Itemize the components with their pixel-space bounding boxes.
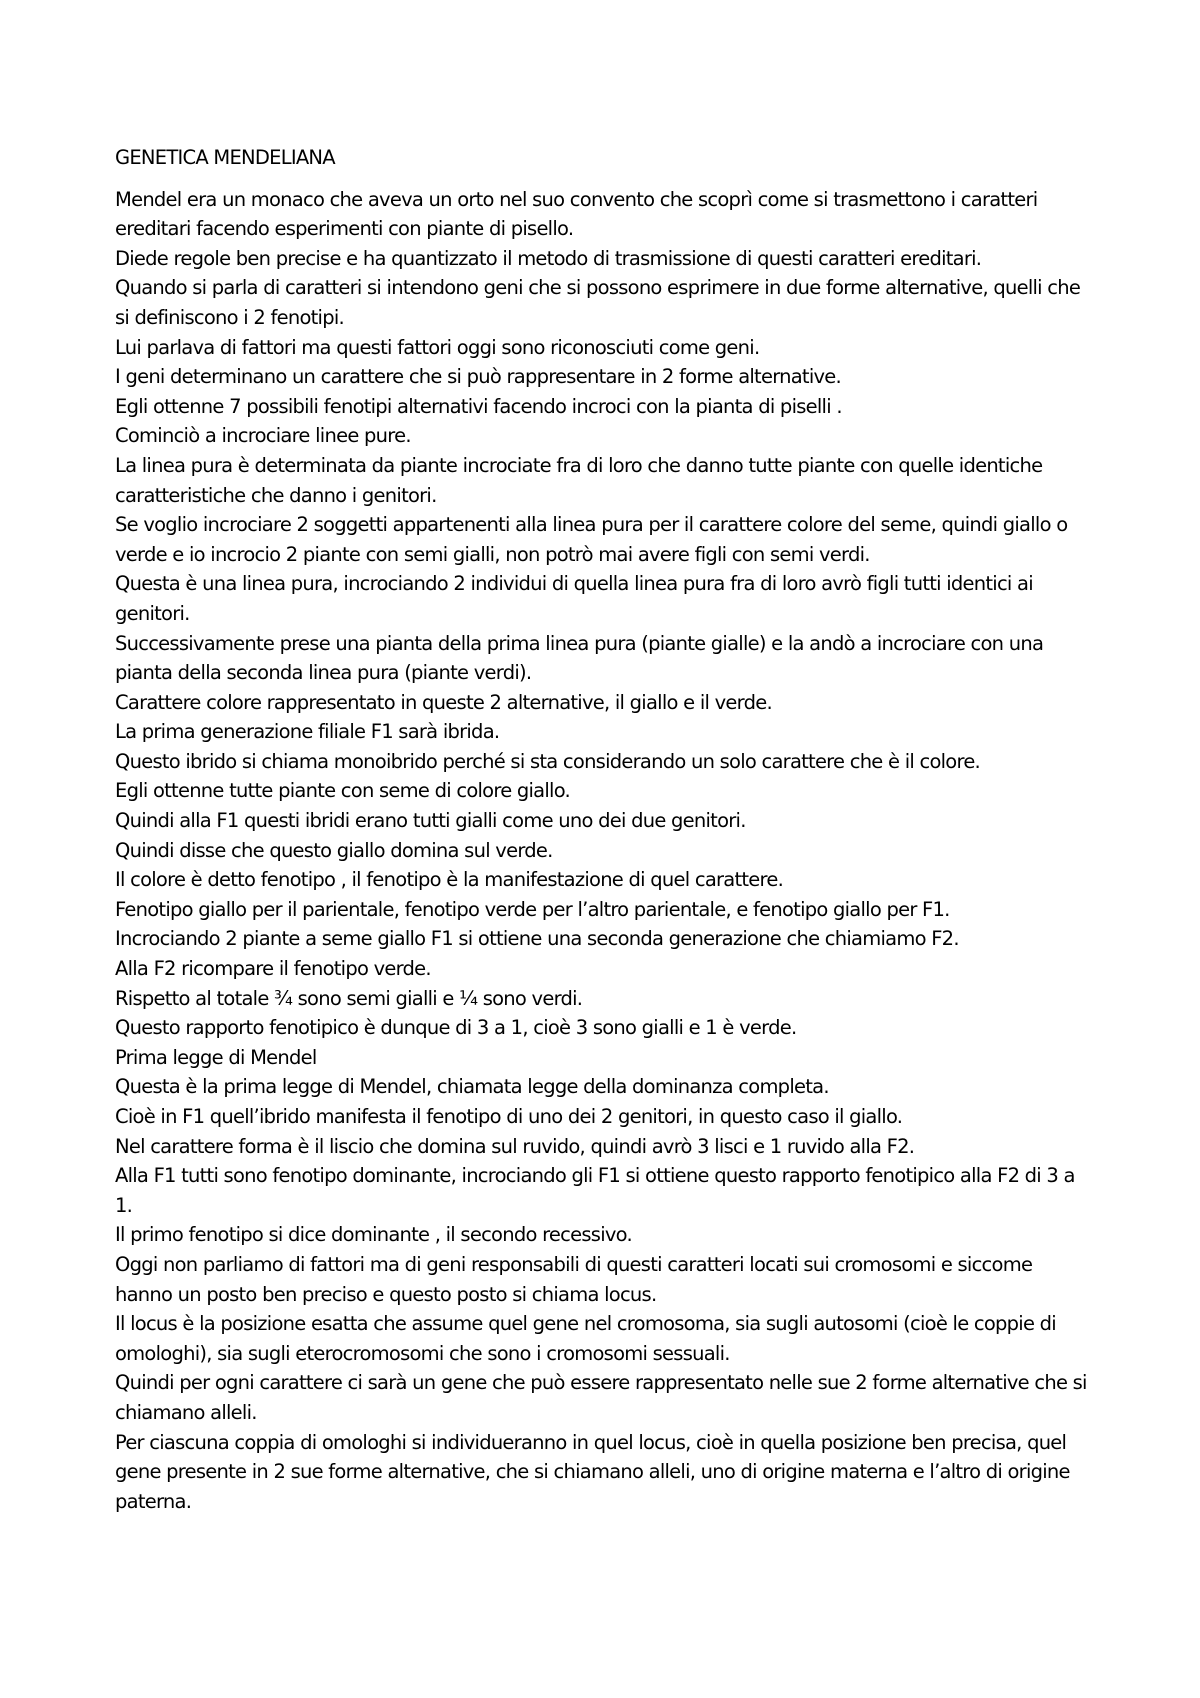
paragraph: Egli ottenne 7 possibili fenotipi alternativi facendo incroci con la pianta di piselli .	[115, 394, 842, 418]
paragraph: Questa è una linea pura, incrociando 2 individui di quella linea pura fra di loro avrò figli tutti identici ai genitori.	[115, 572, 1033, 625]
paragraph: I geni determinano un carattere che si può rappresentare in 2 forme alternative.	[115, 365, 841, 389]
paragraph: Nel carattere forma è il liscio che domina sul ruvido, quindi avrò 3 lisci e 1 ruvido alla F2.	[115, 1134, 915, 1158]
paragraph: Il locus è la posizione esatta che assume quel gene nel cromosoma, sia sugli autosomi (cioè le coppie di omologhi), sia sugli eterocromosomi che sono i cromosomi sessuali.	[115, 1312, 1056, 1365]
paragraph: Incrociando 2 piante a seme giallo F1 si ottiene una seconda generazione che chiamiamo F2.	[115, 927, 959, 951]
paragraph: Per ciascuna coppia di omologhi si individueranno in quel locus, cioè in quella posizione ben precisa, quel gene presente in 2 sue forme alternative, che si chiamano alleli, uno di origine materna e l’altro di origine paterna.	[115, 1430, 1070, 1513]
paragraph: Alla F1 tutti sono fenotipo dominante, incrociando gli F1 si ottiene questo rapporto fenotipico alla F2 di 3 a 1.	[115, 1164, 1075, 1217]
paragraph: Cioè in F1 quell’ibrido manifesta il fenotipo di uno dei 2 genitori, in questo caso il giallo.	[115, 1105, 903, 1128]
paragraph: Oggi non parliamo di fattori ma di geni responsabili di questi caratteri locati sui cromosomi e siccome hanno un posto ben preciso e questo posto si chiama locus.	[115, 1252, 1033, 1306]
paragraph: Rispetto al totale ¾ sono semi gialli e ¼ sono verdi.	[115, 986, 583, 1010]
paragraph: La linea pura è determinata da piante incrociate fra di loro che danno tutte piante con quelle identiche caratteristiche che danno i genitori.	[115, 453, 1043, 507]
document-body	[115, 143, 1090, 1516]
paragraph: Il primo fenotipo si dice dominante , il secondo recessivo.	[115, 1223, 632, 1247]
paragraph: Quindi disse che questo giallo domina sul verde.	[115, 838, 553, 862]
paragraph: Questo ibrido si chiama monoibrido perché si sta considerando un solo carattere che è il colore.	[115, 749, 981, 773]
paragraph: Quindi per ogni carattere ci sarà un gene che può essere rappresentato nelle sue 2 forme alternative che si chiamano alleli.	[115, 1371, 1087, 1424]
paragraph: Fenotipo giallo per il parientale, fenotipo verde per l’altro parientale, e fenotipo giallo per F1.	[115, 897, 950, 921]
paragraph: Se voglio incrociare 2 soggetti appartenenti alla linea pura per il carattere colore del seme, quindi giallo o verde e io incrocio 2 piante con semi gialli, non potrò mai avere figli con semi verdi.	[115, 513, 1068, 566]
paragraph: Diede regole ben precise e ha quantizzato il metodo di trasmissione di questi caratteri ereditari.	[115, 246, 982, 270]
paragraph: Cominciò a incrociare linee pure.	[115, 424, 411, 448]
paragraph: Successivamente prese una pianta della prima linea pura (piante gialle) e la andò a incrociare con una pianta della seconda linea pura (piante verdi).	[115, 631, 1044, 685]
paragraph: Lui parlava di fattori ma questi fattori oggi sono riconosciuti come geni.	[115, 335, 760, 359]
paragraph: Carattere colore rappresentato in queste 2 alternative, il giallo e il verde.	[115, 690, 772, 714]
paragraph: Questo rapporto fenotipico è dunque di 3 a 1, cioè 3 sono gialli e 1 è verde.	[115, 1016, 797, 1040]
paragraph: Quando si parla di caratteri si intendono geni che si possono esprimere in due forme alternative, quelli che si definiscono i 2 fenotipi.	[115, 276, 1081, 329]
paragraph: Quindi alla F1 questi ibridi erano tutti gialli come uno dei due genitori.	[115, 809, 746, 833]
paragraph: Alla F2 ricompare il fenotipo verde.	[115, 957, 431, 981]
paragraph: Il colore è detto fenotipo , il fenotipo è la manifestazione di quel carattere.	[115, 868, 784, 892]
section-heading-prima-legge: Prima legge di Mendel	[115, 1045, 317, 1069]
paragraph: La prima generazione filiale F1 sarà ibrida.	[115, 720, 500, 744]
document-title: GENETICA MENDELIANA	[115, 146, 335, 169]
paragraph: Questa è la prima legge di Mendel, chiamata legge della dominanza completa.	[115, 1075, 829, 1099]
paragraph: Egli ottenne tutte piante con seme di colore giallo.	[115, 779, 571, 803]
paragraph: Mendel era un monaco che aveva un orto nel suo convento che scoprì come si trasmettono i caratteri ereditari facendo esperimenti con piante di pisello.	[115, 187, 1038, 241]
